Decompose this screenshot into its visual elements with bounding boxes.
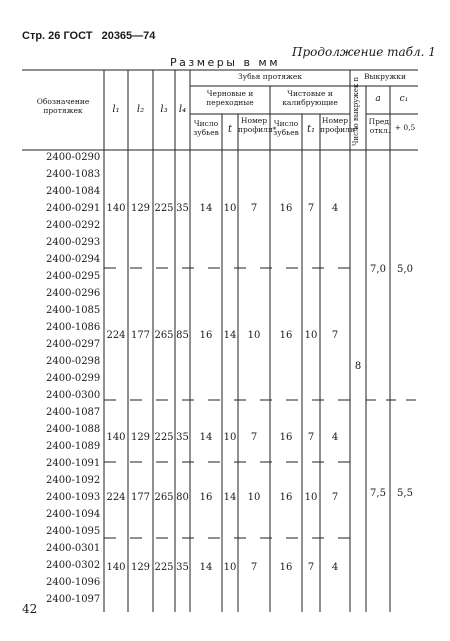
designation-cell: 2400-1086 xyxy=(46,322,101,333)
group-cell-p1: 10 xyxy=(247,492,261,503)
designation-cell: 2400-0300 xyxy=(46,390,101,401)
designation-header: Обозначение протяжек xyxy=(36,97,90,115)
l4-header: l₄ xyxy=(178,104,187,115)
group-cell-l2: 129 xyxy=(130,203,151,214)
page-number: 42 xyxy=(22,602,38,616)
notch-count-value: 8 xyxy=(354,361,362,372)
designation-cell: 2400-0291 xyxy=(46,203,101,214)
group-cell-l1: 140 xyxy=(106,203,126,214)
group-cell-l3: 225 xyxy=(154,432,174,443)
designation-cell: 2400-1094 xyxy=(46,509,101,520)
group-cell-l1: 224 xyxy=(106,492,126,503)
page-label: Стр. 26 xyxy=(22,30,61,42)
designation-cell: 2400-0297 xyxy=(46,339,101,350)
group-cell-n1: 14 xyxy=(199,432,213,443)
finish-teeth-header: Чистовые и калибрующие xyxy=(282,89,338,107)
group-cell-l2: 129 xyxy=(130,562,151,573)
group-cell-n2: 16 xyxy=(279,432,293,443)
group-cell-l4: 35 xyxy=(176,432,189,443)
group-cell-p1: 10 xyxy=(247,330,261,341)
designation-cell: 2400-0298 xyxy=(46,356,101,367)
designation-cell: 2400-0302 xyxy=(46,560,101,571)
designation-cell: 2400-1084 xyxy=(46,186,101,197)
group-cell-l2: 177 xyxy=(130,330,151,341)
group-cell-l4: 35 xyxy=(176,562,189,573)
group-cell-l3: 265 xyxy=(154,492,174,503)
group-cell-l1: 140 xyxy=(106,432,126,443)
finish-profile-header: Номер профиля* xyxy=(320,116,359,134)
designation-cell: 2400-1085 xyxy=(46,305,101,316)
group-cell-p1: 7 xyxy=(250,432,258,443)
tolerance-value: + 0,5 xyxy=(394,123,416,132)
group-cell-l4: 85 xyxy=(176,330,189,341)
t-header: t xyxy=(227,124,233,135)
c1-header: c₁ xyxy=(399,94,409,104)
designation-cell: 2400-0296 xyxy=(46,288,101,299)
group-cell-p1: 7 xyxy=(250,203,258,214)
designation-cell: 2400-1097 xyxy=(46,594,101,605)
group-cell-n2: 16 xyxy=(279,492,293,503)
group-cell-l3: 225 xyxy=(154,562,174,573)
group-cell-p1: 7 xyxy=(250,562,258,573)
l1-header: l₁ xyxy=(112,104,120,115)
group-cell-l3: 225 xyxy=(154,203,174,214)
group-cell-t: 10 xyxy=(223,432,237,443)
group-cell-p2: 4 xyxy=(331,562,339,573)
designation-cell: 2400-1092 xyxy=(46,475,101,486)
group-cell-n1: 14 xyxy=(199,203,213,214)
designation-cell: 2400-0295 xyxy=(46,271,101,282)
group-cell-n1: 16 xyxy=(199,330,213,341)
group-cell-p2: 4 xyxy=(331,203,339,214)
designation-cell: 2400-1091 xyxy=(46,458,101,469)
notches-group-header: Выкружки xyxy=(364,72,406,81)
designation-cell: 2400-1088 xyxy=(46,424,101,435)
a-upper-value: 7,0 xyxy=(370,264,386,275)
group-cell-l4: 35 xyxy=(176,203,189,214)
units-caption: Размеры в мм xyxy=(170,56,281,69)
designation-cell: 2400-0290 xyxy=(46,152,101,163)
designation-cell: 2400-1083 xyxy=(46,169,101,180)
group-cell-t1: 7 xyxy=(307,203,315,214)
t1-header: t₁ xyxy=(306,124,316,135)
group-cell-l2: 129 xyxy=(130,432,151,443)
group-cell-n2: 16 xyxy=(279,203,293,214)
group-cell-p2: 7 xyxy=(331,330,339,341)
group-cell-n2: 16 xyxy=(279,330,293,341)
group-cell-p2: 7 xyxy=(331,492,339,503)
standard-number: 20365—74 xyxy=(101,30,156,42)
designation-cell: 2400-0299 xyxy=(46,373,101,384)
designation-cell: 2400-0292 xyxy=(46,220,101,231)
c1-upper-value: 5,0 xyxy=(397,264,413,275)
l2-header: l₂ xyxy=(136,104,145,115)
group-cell-l2: 177 xyxy=(130,492,151,503)
rough-count-header: Число зубьев xyxy=(193,119,219,137)
group-cell-t: 14 xyxy=(223,330,237,341)
tolerance-label: Пред. откл. xyxy=(368,117,392,135)
group-cell-l1: 140 xyxy=(106,562,126,573)
group-cell-t1: 10 xyxy=(304,330,318,341)
group-cell-t1: 10 xyxy=(304,492,318,503)
group-cell-t1: 7 xyxy=(307,562,315,573)
rough-profile-header: Номер профиля* xyxy=(238,116,277,134)
group-cell-n1: 14 xyxy=(199,562,213,573)
notch-count-header: Число выкружек n xyxy=(352,76,360,146)
standard-label: ГОСТ xyxy=(63,30,93,42)
group-cell-n2: 16 xyxy=(279,562,293,573)
group-cell-t1: 7 xyxy=(307,432,315,443)
a-lower-value: 7,5 xyxy=(370,488,386,499)
designation-cell: 2400-1093 xyxy=(46,492,101,503)
finish-count-header: Число зубьев xyxy=(273,119,299,137)
group-cell-l1: 224 xyxy=(106,330,126,341)
group-cell-l4: 80 xyxy=(176,492,189,503)
group-cell-l3: 265 xyxy=(154,330,174,341)
rough-teeth-header: Черновые и переходные xyxy=(206,89,254,107)
teeth-group-header: Зубья протяжек xyxy=(237,72,303,81)
designation-cell: 2400-1087 xyxy=(46,407,101,418)
l3-header: l₃ xyxy=(160,104,168,115)
group-cell-t: 14 xyxy=(223,492,237,503)
designation-cell: 2400-1095 xyxy=(46,526,101,537)
group-cell-n1: 16 xyxy=(199,492,213,503)
designation-cell: 2400-1096 xyxy=(46,577,101,588)
designation-cell: 2400-1089 xyxy=(46,441,101,452)
group-cell-t: 10 xyxy=(223,203,237,214)
designation-cell: 2400-0294 xyxy=(46,254,101,265)
designation-cell: 2400-0293 xyxy=(46,237,101,248)
group-cell-t: 10 xyxy=(223,562,237,573)
c1-lower-value: 5,5 xyxy=(397,488,413,499)
group-cell-p2: 4 xyxy=(331,432,339,443)
continuation-caption: Продолжение табл. 1 xyxy=(292,45,436,59)
designation-cell: 2400-0301 xyxy=(46,543,101,554)
a-header: a xyxy=(375,94,381,104)
